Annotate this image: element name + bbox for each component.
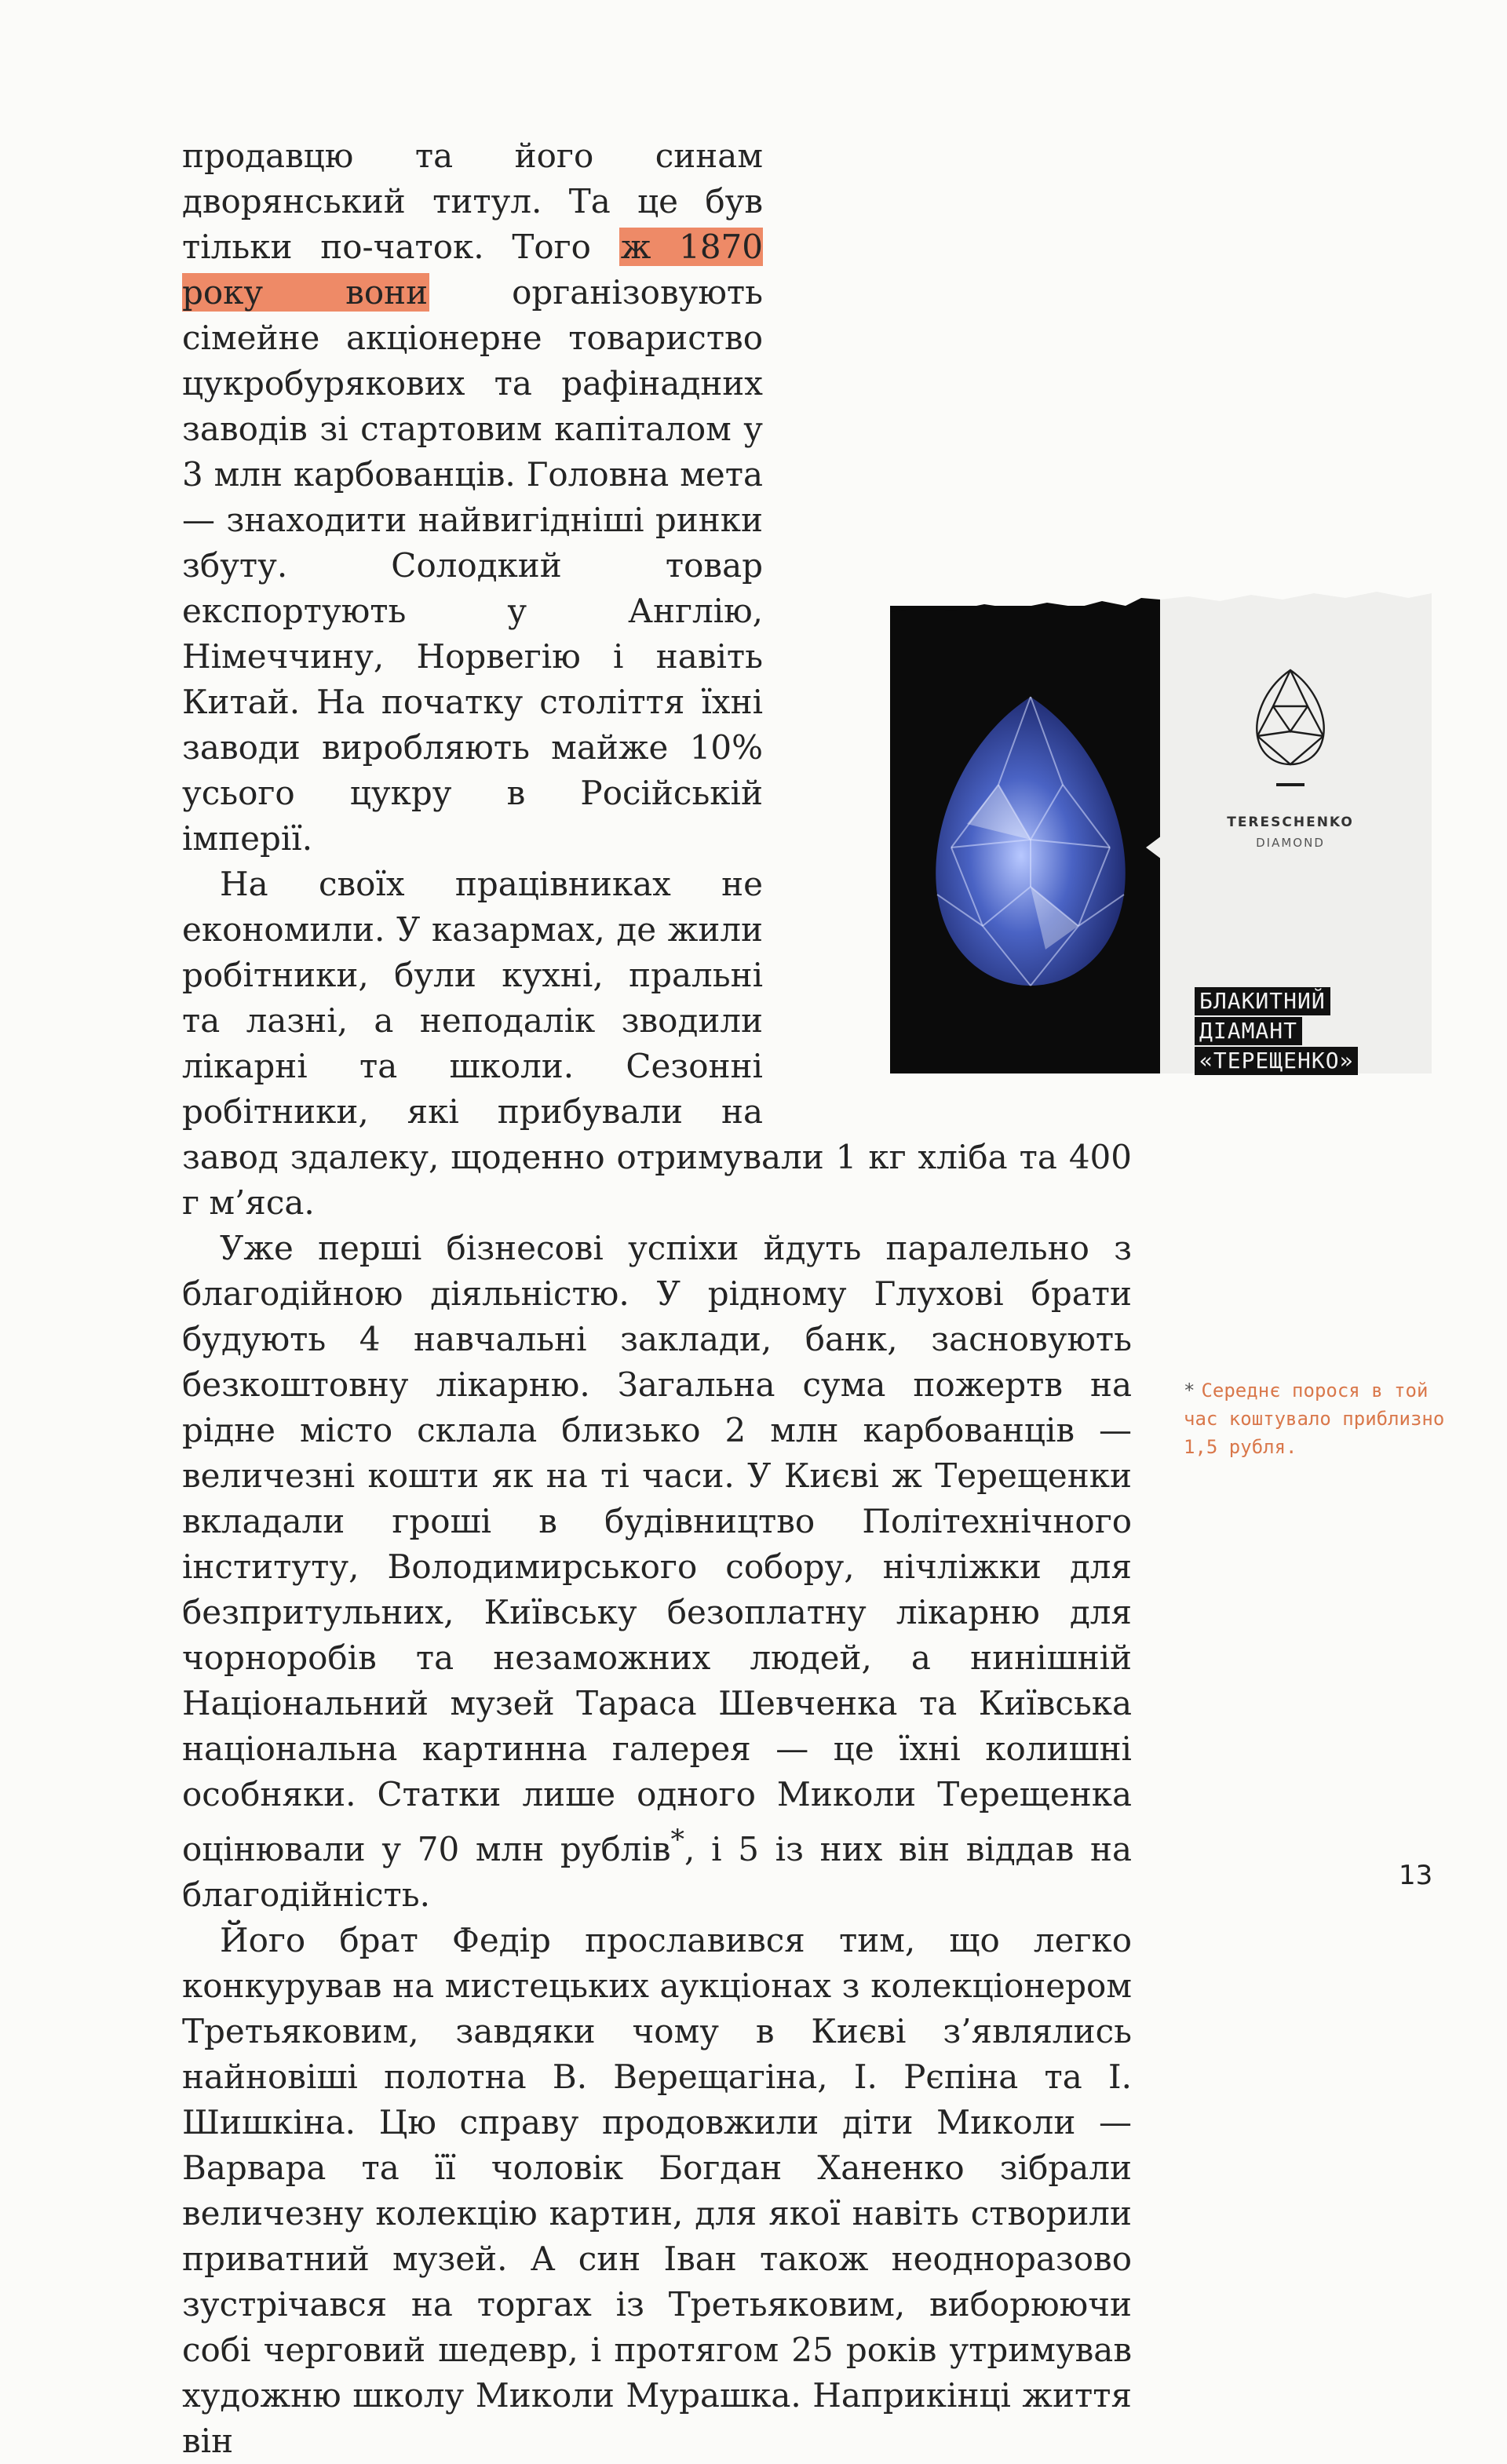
paragraph-1: продавцю та його синам дворянський титул. Та це був тільки по-чаток. Того ж 1870 року вони організовують сімейне акціонерне товариство цукробурякових та рафінадних заводів зі стартовим капіталом у 3 млн карбованців. Головна мета — знаходити найвигідніші ринки збуту. Солодкий товар експортують у Англію, Німеччину, Норвегію і навіть Китай. На початку століття їхні заводи виробляють майже 10% усього цукру в Російській імперії. <box>182 137 763 858</box>
paragraph-4: Його брат Федір прославився тим, що легко конкурував на мистецьких аукціонах з колекціонером Третьяковим, завдяки чому в Києві з’являлись найновіші полотна В. Верещагіна, І. Рєпіна та І. Шишкіна. Цю справу продовжили діти Миколи — Варвара та її чоловік Богдан Ханенко зібрали величезну колекцію картин, для якої навіть створили приватний музей. А син Іван також неодноразово зустрічався на торгах із Третьяковим, виборюючи собі черговий шедевр, і протягом 25 років утримував художню школу Миколи Мурашка. Наприкінці життя він <box>182 1921 1132 2460</box>
brand-subtitle: DIAMOND <box>1256 836 1325 850</box>
footnote-marker: * <box>670 1824 685 1856</box>
diamond-logo-icon <box>1250 667 1331 767</box>
figure-caption <box>1195 987 1358 1077</box>
paragraph-2: На своїх працівниках не економили. У казармах, де жили робітники, були кухні, пральні та лазні, а неподалік зводили лікарні та школи. Сезонні робітники, які прибували на завод здалеку, щоденно отримували 1 кг хліба та 400 г м’яса. <box>182 865 1132 1222</box>
brand-name: TERESCHENKO <box>1227 815 1354 830</box>
highlighted-phrase: ж 1870 року вони <box>182 228 763 312</box>
arrow-notch <box>1146 824 1177 871</box>
footnote-star: * <box>1184 1380 1195 1401</box>
logo-divider <box>1276 783 1304 786</box>
paragraph-3: Уже перші бізнесові успіхи йдуть паралельно з благодійною діяльністю. У рідному Глухові брати будують 4 навчальні заклади, банк, засновують безкоштовну лікарню. Загальна сума пожертв на рідне місто склала близько 2 млн карбованців — величезні кошти як на ті часи. У Києві ж Терещенки вкладали гроші в будівництво Політехнічного інституту, Володимирського собору, нічліжки для безпритульних, Київську безоплатну лікарню для чорноробів та незаможних людей, а нинішній Національний музей Тараса Шевченка та Київська національна картинна галерея — це їхні колишні особняки. Статки лише одного Миколи Терещенка оцінювали у 70 млн рублів*, і 5 із них він віддав на благодійність. <box>182 1229 1132 1914</box>
caption-line-3: «ТЕРЕЩЕНКО» <box>1195 1047 1358 1075</box>
torn-edge <box>890 581 1432 628</box>
page-number: 13 <box>1399 1860 1433 1891</box>
blue-diamond-image <box>920 691 1141 989</box>
footnote-text: Середнє порося в той час коштувало приблизно 1,5 рубля. <box>1184 1380 1445 1458</box>
caption-line-1: БЛАКИТНИЙ <box>1195 987 1330 1015</box>
footnote <box>1184 1376 1458 1461</box>
body-text <box>182 133 1132 2464</box>
diamond-figure <box>890 581 1432 1088</box>
caption-line-2: ДІАМАНТ <box>1195 1017 1302 1045</box>
